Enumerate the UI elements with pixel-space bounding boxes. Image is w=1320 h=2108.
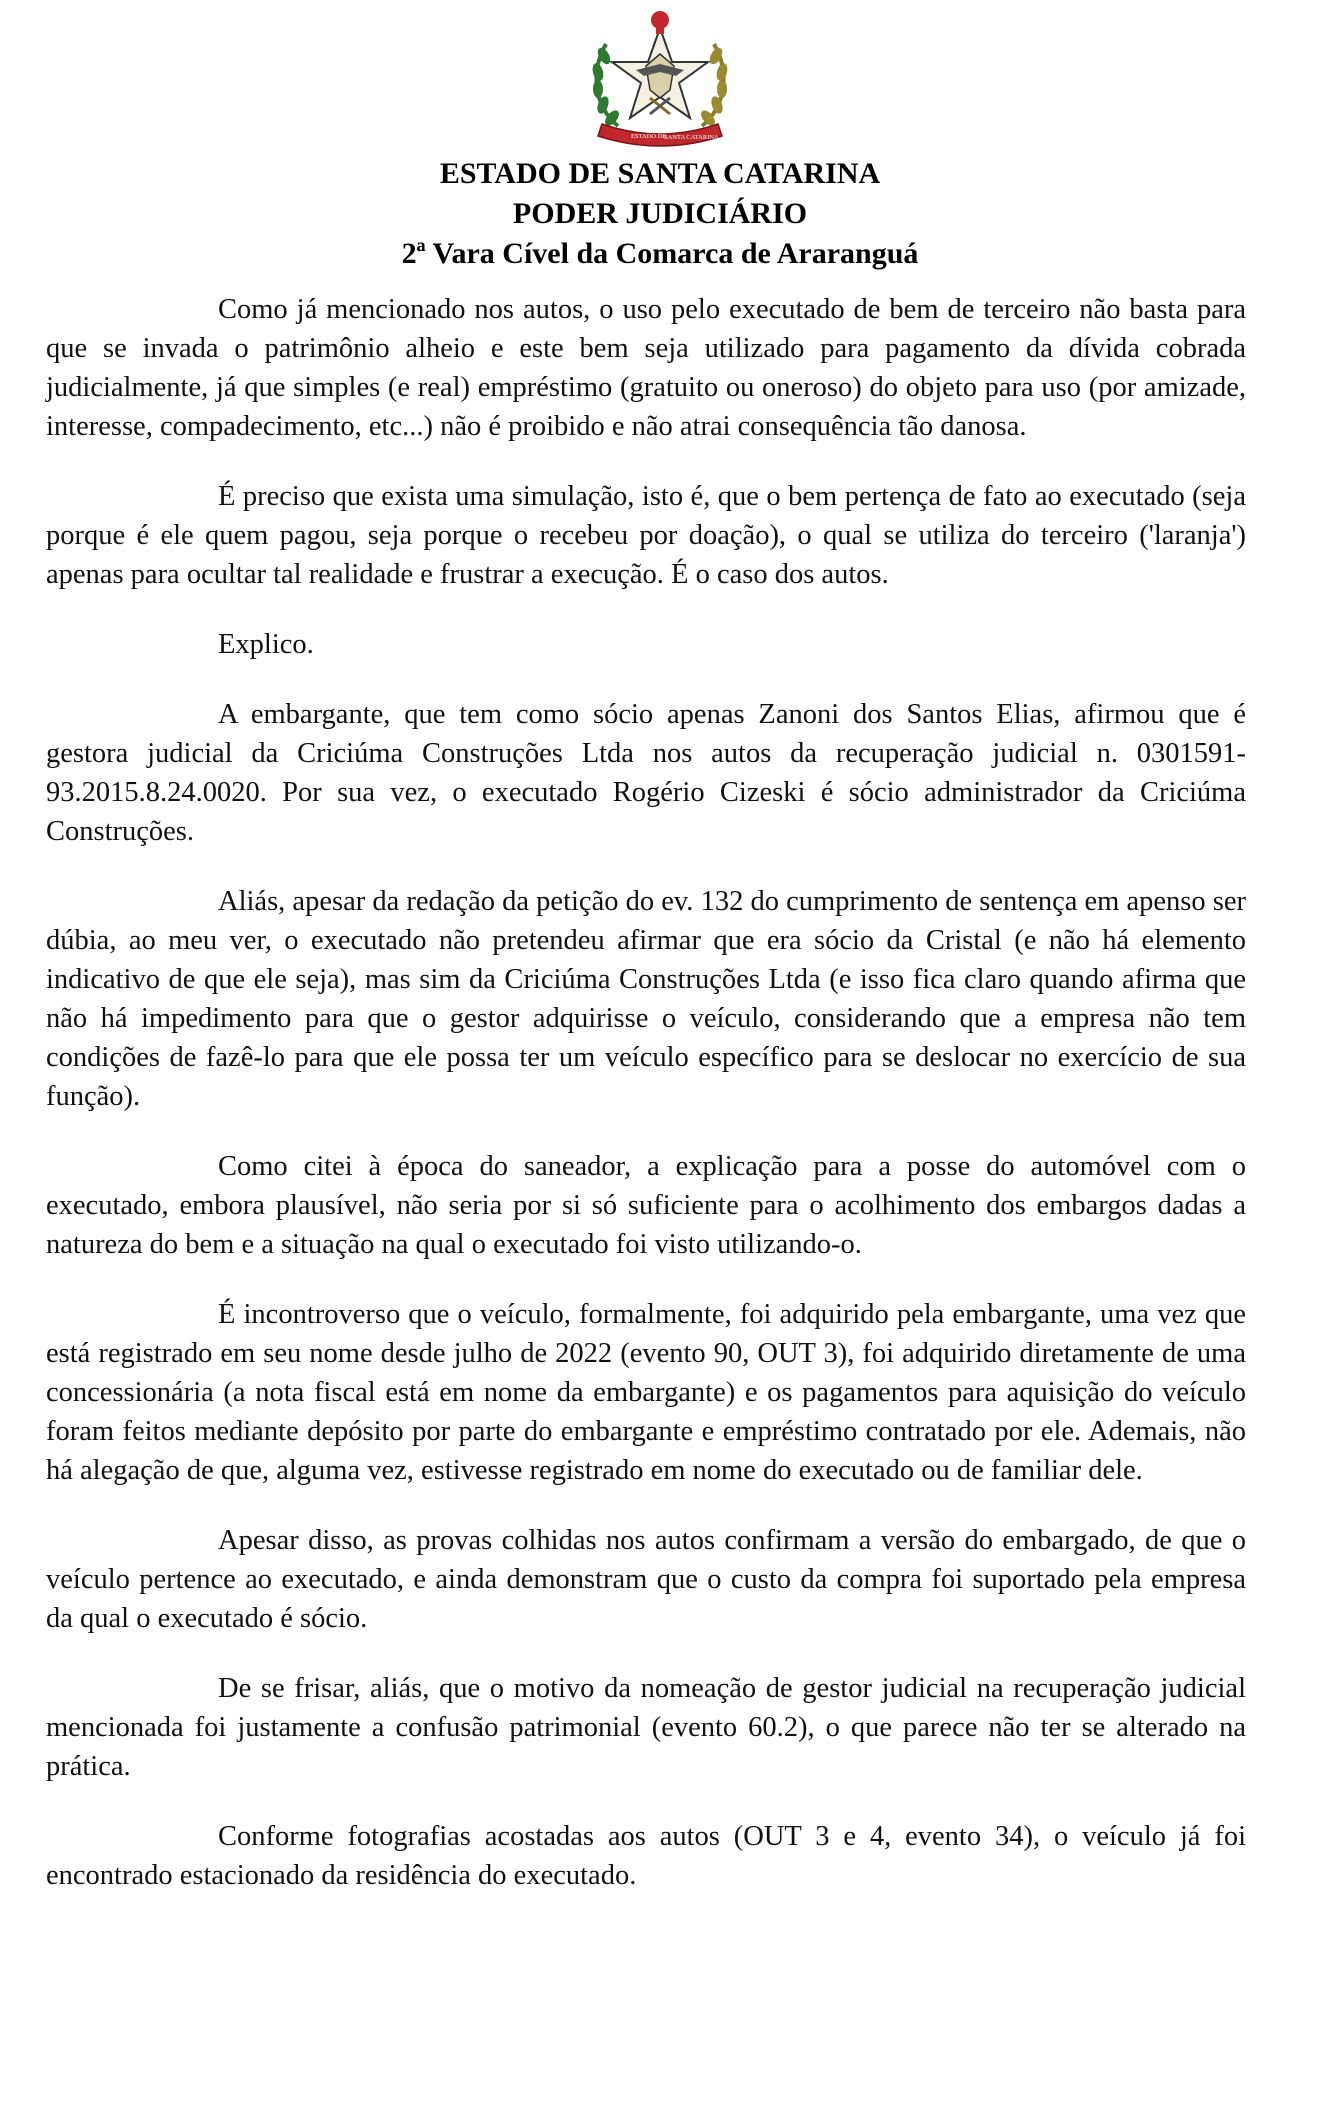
- paragraph: Aliás, apesar da redação da petição do ev. 132 do cumprimento de sentença em apenso ser dúbia, ao meu ver, o executado não pretendeu afirmar que era sócio da Cristal (e não há elemento indicativo de que ele seja), mas sim da Criciúma Construções Ltda (e isso fica claro quando afirma que não há impedimento para que o gestor adquirisse o veículo, considerando que a empresa não tem condições de fazê-lo para que ele possa ter um veículo específico para se deslocar no exercício de sua função).: [46, 886, 1246, 1112]
- paragraph: É preciso que exista uma simulação, isto é, que o bem pertença de fato ao executado (seja porque é ele quem pagou, seja porque o recebeu por doação), o qual se utiliza do terceiro ('laranja') apenas para ocultar tal realidade e frustrar a execução. É o caso dos autos.: [46, 481, 1246, 590]
- header-branch: PODER JUDICIÁRIO: [512, 197, 808, 230]
- document-body: [46, 290, 1246, 1926]
- paragraph: Explico.: [218, 629, 314, 660]
- emblem-banner-left: ESTADO DE: [631, 133, 667, 140]
- paragraph: Como citei à época do saneador, a explicação para a posse do automóvel com o executado, embora plausível, não seria por si só suficiente para o acolhimento dos embargos dadas a natureza do bem e a situação na qual o executado foi visto utilizando-o.: [46, 1151, 1246, 1260]
- document-header: [0, 154, 1320, 274]
- paragraph: A embargante, que tem como sócio apenas Zanoni dos Santos Elias, afirmou que é gestora judicial da Criciúma Construções Ltda nos autos da recuperação judicial n. 0301591-93.2015.8.24.0020. Por sua vez, o executado Rogério Cizeski é sócio administrador da Criciúma Construções.: [46, 699, 1246, 847]
- paragraph: Como já mencionado nos autos, o uso pelo executado de bem de terceiro não basta para que se invada o patrimônio alheio e este bem seja utilizado para pagamento da dívida cobrada judicialmente, já que simples (e real) empréstimo (gratuito ou oneroso) do objeto para uso (por amizade, interesse, compadecimento, etc...) não é proibido e não atrai consequência tão danosa.: [46, 294, 1246, 442]
- paragraph: De se frisar, aliás, que o motivo da nomeação de gestor judicial na recuperação judicial mencionada foi justamente a confusão patrimonial (evento 60.2), o que parece não ter se alterado na prática.: [46, 1673, 1246, 1782]
- paragraph: É incontroverso que o veículo, formalmente, foi adquirido pela embargante, uma vez que está registrado em seu nome desde julho de 2022 (evento 90, OUT 3), foi adquirido diretamente de uma concessionária (a nota fiscal está em nome da embargante) e os pagamentos para aquisição do veículo foram feitos mediante depósito por parte do embargante e empréstimo contratado por ele. Ademais, não há alegação de que, alguma vez, estivesse registrado em nome do executado ou de familiar dele.: [46, 1299, 1246, 1486]
- header-state: ESTADO DE SANTA CATARINA: [439, 157, 881, 190]
- paragraph: Apesar disso, as provas colhidas nos autos confirmam a versão do embargado, de que o veículo pertence ao executado, e ainda demonstram que o custo da compra foi suportado pela empresa da qual o executado é sócio.: [46, 1525, 1246, 1634]
- paragraph: Conforme fotografias acostadas aos autos (OUT 3 e 4, evento 34), o veículo já foi encontrado estacionado da residência do executado.: [46, 1821, 1246, 1891]
- header-court: 2ª Vara Cível da Comarca de Araranguá: [401, 237, 919, 270]
- coat-of-arms-icon: [576, 6, 744, 152]
- emblem-banner-right: SANTA CATARINA: [664, 134, 719, 141]
